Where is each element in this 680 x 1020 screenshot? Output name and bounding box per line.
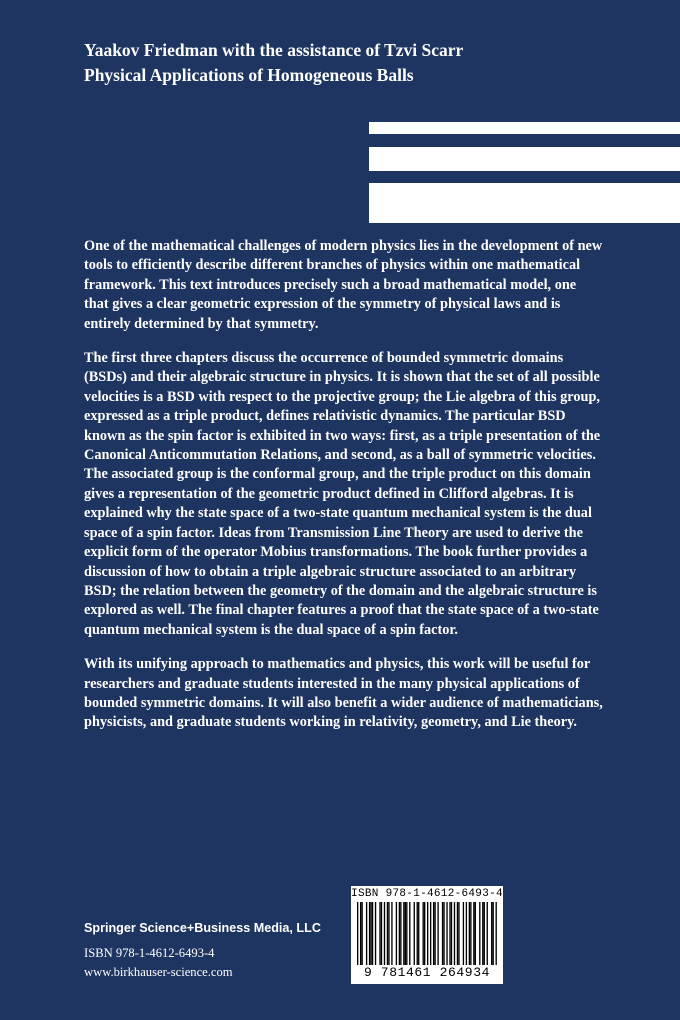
decorative-bar-2 [369,147,680,171]
blurb [84,237,604,748]
decorative-bar-1 [369,122,680,134]
barcode-number: 9 781461 264934 [351,965,503,980]
blurb-paragraph-3: With its unifying approach to mathematics and physics, this work will be useful for researchers and graduate students interested in the many physical applications of bounded symmetric domains. It will also benefit a wider audience of mathematicians, physicists, and graduate students working in relativity, geometry, and Lie theory. [84,656,603,731]
isbn-text: ISBN 978-1-4612-6493-4 [84,946,215,960]
barcode-isbn: ISBN 978-1-4612-6493-4 [351,888,503,900]
blurb-paragraph-1: One of the mathematical challenges of modern physics lies in the development of new tools to efficiently describe different branches of physics within one mathematical framework. This text introduces precisely such a broad mathematical model, one that gives a clear geometric expression of the symmetry of physical laws and is entirely determined by that symmetry. [84,238,603,332]
barcode-bars-graphic [357,902,497,968]
author-line: Yaakov Friedman with the assistance of Tzvi Scarr [84,40,464,60]
barcode [351,886,503,984]
decorative-bar-3 [369,183,680,223]
cover-header [84,38,644,88]
publisher-name: Springer Science+Business Media, LLC [84,921,321,935]
blurb-paragraph-2: The first three chapters discuss the occurrence of bounded symmetric domains (BSDs) and their algebraic structure in physics. It is shown that the set of all possible velocities is a BSD with respect to the projective group; the Lie algebra of this group, expressed as a triple product, defines relativistic dynamics. The particular BSD known as the spin factor is exhibited in two ways: first, as a triple presentation of the Canonical Anticommutation Relations, and second, as a ball of symmetric velocities. The associated group is the conformal group, and the triple product on this domain gives a representation of the geometric product defined in Clifford algebras. It is explained why the state space of a two-state quantum mechanical system is the dual space of a spin factor. Ideas from Transmission Line Theory are used to derive the explicit form of the operator Mobius transformations. The book further provides a discussion of how to obtain a triple algebraic structure associated to an arbitrary BSD; the relation between the geometry of the domain and the algebraic structure is explored as well. The final chapter features a proof that the state space of a two-state quantum mechanical system is the dual space of a spin factor. [84,350,601,638]
website-link[interactable]: www.birkhauser-science.com [84,965,233,979]
book-title: Physical Applications of Homogeneous Balls [84,65,414,85]
